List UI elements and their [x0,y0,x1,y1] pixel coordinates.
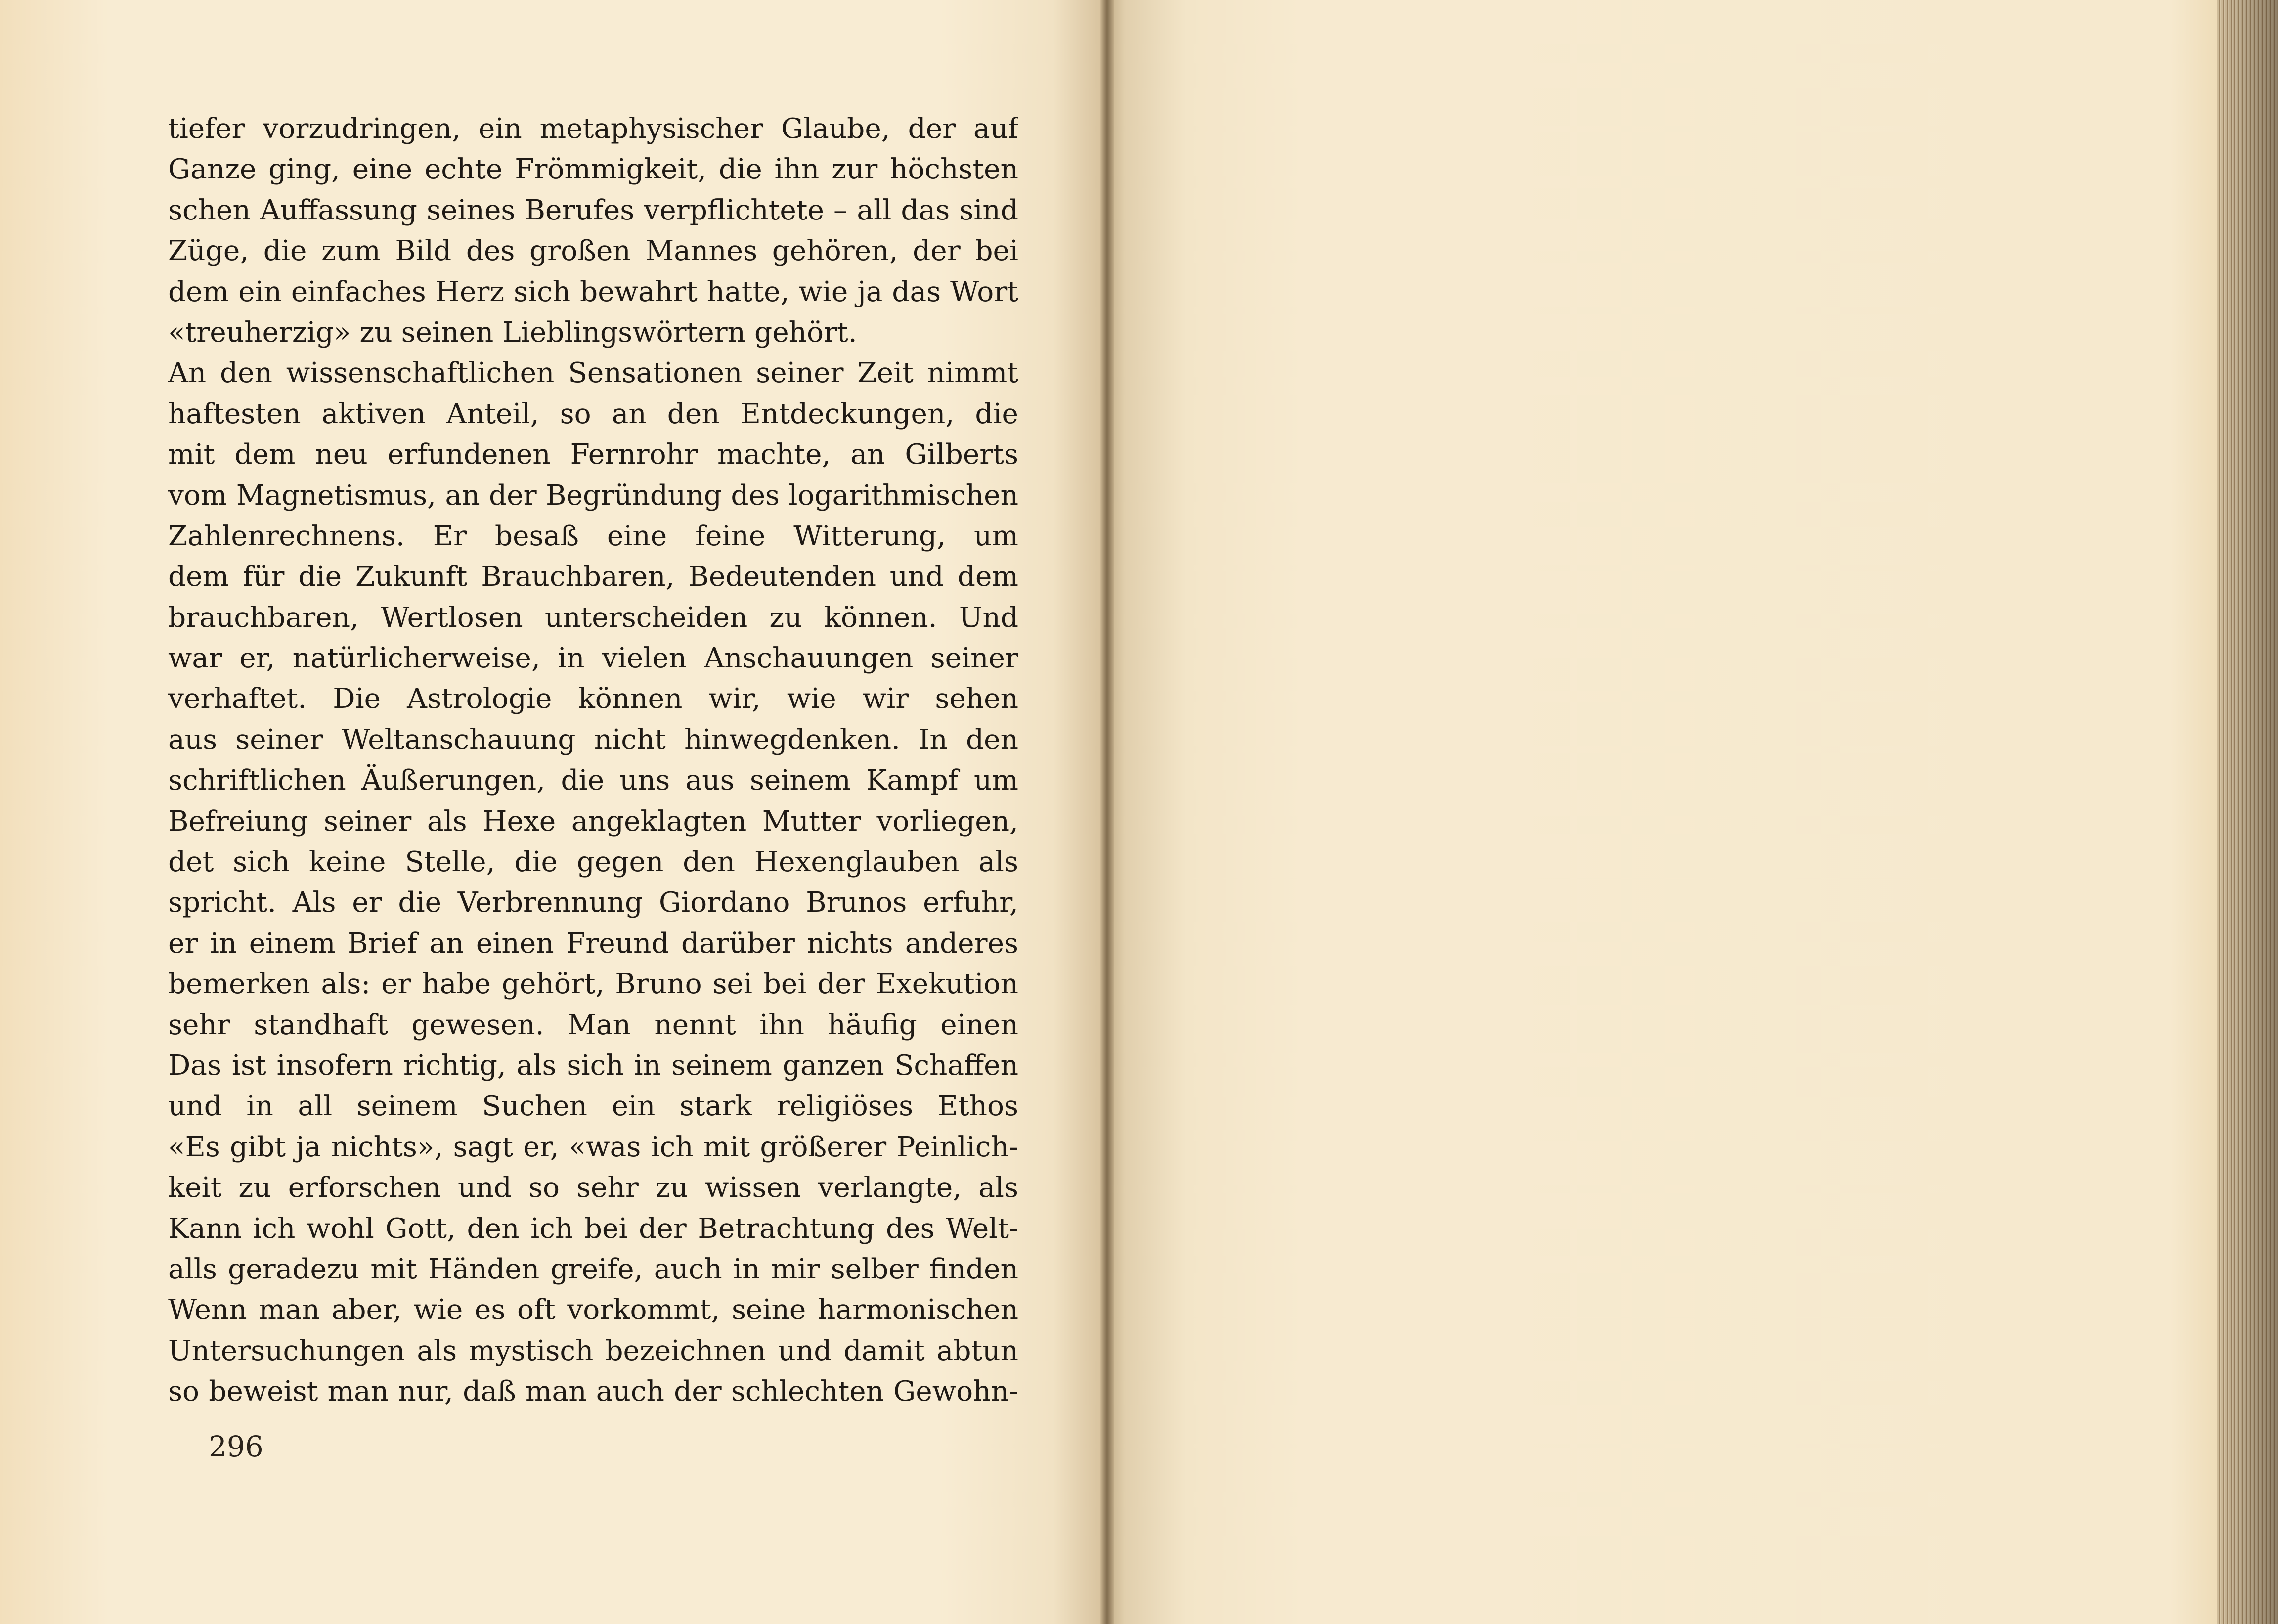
text-line: spricht. Als er die Verbrennung Giordano Brunos erfuhr, [168,886,1018,919]
text-line: dem für die Zukunft Brauchbaren, Bedeutenden und dem [168,561,1018,593]
right-page [1107,0,2217,1624]
text-line: Das ist insofern richtig, als sich in seinem ganzen Schaffen [168,1049,1018,1082]
text-line: aus seiner Weltanschauung nicht hinwegdenken. In den [168,723,1018,756]
text-line: und in all seinem Suchen ein stark religiöses Ethos [168,1090,1018,1123]
left-page [0,0,1107,1624]
text-line: dem ein einfaches Herz sich bewahrt hatte, wie ja das Wort [168,275,1018,308]
text-line: haftesten aktiven Anteil, so an den Entdeckungen, die [168,397,1018,430]
text-line: bemerken als: er habe gehört, Bruno sei bei der Exekution [168,968,1018,1001]
text-line: so beweist man nur, daß man auch der schlechten Gewohn- [168,1375,1018,1408]
text-line: keit zu erforschen und so sehr zu wissen verlangte, als [168,1172,1018,1204]
page-edges-shadow [2217,0,2278,1624]
text-line: er in einem Brief an einen Freund darüber nichts anderes [168,927,1018,960]
text-line: schen Auffassung seines Berufes verpflichtete – all das sind [168,194,1018,226]
text-line: war er, natürlicherweise, in vielen Anschauungen seiner [168,642,1018,675]
text-line: Untersuchungen als mystisch bezeichnen und damit abtun [168,1334,1018,1367]
text-line: alls geradezu mit Händen greife, auch in mir selber finden [168,1253,1018,1285]
left-page-number: 296 [209,1430,263,1463]
text-line: brauchbaren, Wertlosen unterscheiden zu können. Und [168,601,1018,634]
text-line: tiefer vorzudringen, ein metaphysischer Glaube, der auf [168,113,1018,145]
text-line: Züge, die zum Bild des großen Mannes gehören, der bei [168,235,1018,267]
text-line: Befreiung seiner als Hexe angeklagten Mutter vorliegen, [168,805,1018,837]
text-line: Kann ich wohl Gott, den ich bei der Betrachtung des Welt- [168,1212,1018,1245]
text-line: mit dem neu erfundenen Fernrohr machte, an Gilberts [168,439,1018,471]
text-line: An den wissenschaftlichen Sensationen seiner Zeit nimmt [168,357,1018,390]
text-line: Wenn man aber, wie es oft vorkommt, seine harmonischen [168,1294,1018,1326]
text-line: verhaftet. Die Astrologie können wir, wie wir sehen [168,683,1018,715]
text-line: «treuherzig» zu seinen Lieblingswörtern gehört. [168,316,857,349]
text-line: sehr standhaft gewesen. Man nennt ihn häufig einen [168,1009,1018,1041]
left-page-text [168,109,1018,1412]
text-line: Ganze ging, eine echte Frömmigkeit, die ihn zur höchsten [168,153,1018,186]
book-gutter [1100,0,1114,1624]
text-line: schriftlichen Äußerungen, die uns aus seinem Kampf um [168,764,1018,797]
text-line: vom Magnetismus, an der Begründung des logarithmischen [168,479,1018,512]
text-line: «Es gibt ja nichts», sagt er, «was ich mit größerer Peinlich- [168,1131,1018,1163]
text-line: det sich keine Stelle, die gegen den Hexenglauben als [168,846,1018,878]
text-line: Zahlenrechnens. Er besaß eine feine Witterung, um [168,520,1018,552]
